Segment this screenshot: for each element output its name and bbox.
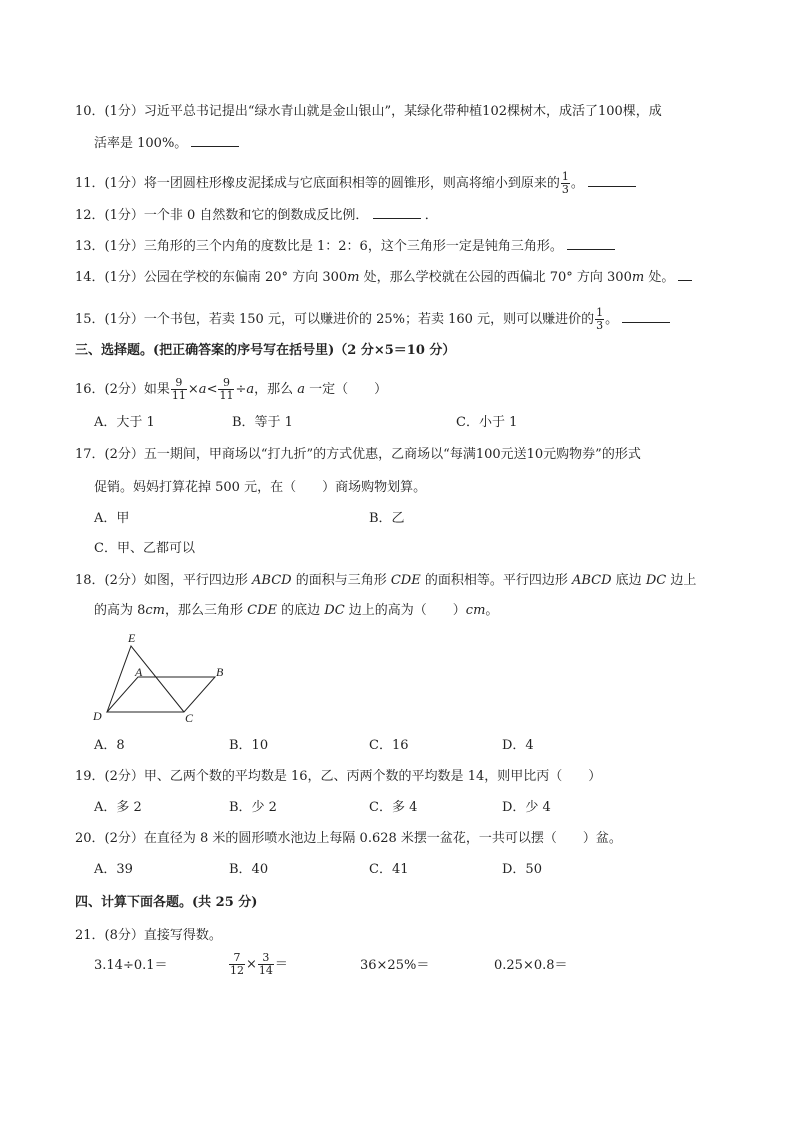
unit-cm: cm — [465, 603, 486, 618]
question-18-text-2d: 边上的高为（ ） — [344, 603, 466, 618]
fraction-numerator: 3 — [258, 952, 274, 965]
option-d[interactable]: D．50 — [502, 862, 542, 877]
label-dc: DC — [645, 573, 667, 588]
question-10-line-1 — [75, 103, 662, 121]
question-17-text: 17．(2分）五一期间，甲商场以“打九折”的方式优惠，乙商场以“每满100元送10元购物券”的形式 — [75, 447, 641, 462]
fraction-denominator: 12 — [230, 964, 244, 977]
option-c[interactable]: C．小于 1 — [456, 415, 518, 430]
question-18-text-e: 边上 — [666, 573, 697, 588]
question-12 — [75, 206, 438, 225]
option-d[interactable]: D．少 4 — [502, 800, 551, 815]
fraction-one-third — [595, 307, 604, 332]
question-18-text-2b: ，那么三角形 — [165, 603, 248, 618]
point-label-e: E — [128, 631, 136, 645]
question-15 — [75, 307, 670, 332]
option-c[interactable]: C．甲、乙都可以 — [94, 541, 195, 556]
question-14-text-3: 处。 — [644, 270, 675, 285]
question-18-text-c: 的面积相等。平行四边形 — [420, 573, 572, 588]
answer-blank[interactable] — [588, 174, 636, 187]
question-20 — [75, 830, 622, 848]
question-16 — [75, 377, 387, 402]
fraction-numerator: 1 — [596, 306, 604, 319]
question-19 — [75, 768, 601, 786]
fraction-numerator: 9 — [218, 377, 234, 390]
fraction-numerator: 9 — [171, 377, 187, 390]
calc-item-2 — [228, 950, 288, 980]
unit-m: m — [631, 270, 645, 285]
option-a[interactable]: A．39 — [94, 862, 133, 877]
question-13-text: 13．(1分）三角形的三个内角的度数比是 1：2：6，这个三角形一定是钝角三角形。 — [75, 239, 563, 254]
question-20-text: 20．(2分）在直径为 8 米的圆形喷水池边上每隔 0.628 米摆一盆花，一共可以摆（ ）盆。 — [75, 831, 622, 846]
parallelogram-abcd — [107, 677, 215, 712]
point-label-d: D — [93, 709, 102, 723]
question-10-text: 10．(1分）习近平总书记提出“绿水青山就是金山银山”，某绿化带种植102棵树木，成活了100棵，成 — [75, 104, 662, 119]
fraction-denominator: 3 — [561, 183, 569, 196]
question-14-text: 14．(1分）公园在学校的东偏南 20° 方向 300 — [75, 270, 348, 285]
option-b[interactable]: B．乙 — [369, 511, 405, 526]
question-17-line-2 — [94, 479, 426, 497]
calc-item-3: 36×25%＝ — [360, 958, 430, 973]
option-a[interactable]: A．甲 — [94, 511, 130, 526]
section-4-title: 四、计算下面各题。(共 25 分) — [75, 895, 258, 910]
fraction-denominator: 11 — [219, 389, 234, 402]
option-c[interactable]: C．16 — [369, 738, 409, 753]
label-abcd: ABCD — [571, 573, 612, 588]
question-10-text-2: 活率是 100%。 — [94, 136, 188, 151]
option-c[interactable]: C．多 4 — [369, 800, 418, 815]
question-12-text: 12．(1分）一个非 0 自然数和它的倒数成反比例． — [75, 208, 369, 223]
fraction-denominator: 3 — [596, 319, 604, 332]
times-sign: × — [187, 382, 199, 397]
question-11 — [75, 171, 636, 196]
label-abcd: ABCD — [252, 573, 292, 588]
fraction-nine-elevenths — [218, 377, 234, 402]
answer-blank[interactable] — [678, 268, 692, 281]
fraction-one-third — [561, 171, 570, 196]
answer-blank[interactable] — [191, 134, 239, 147]
answer-blank[interactable] — [622, 310, 670, 323]
question-16-text-2: ，那么 — [254, 382, 298, 397]
unit-m: m — [347, 270, 360, 285]
answer-blank[interactable] — [567, 237, 615, 250]
fraction-numerator: 7 — [229, 952, 245, 965]
question-15-text: 15．(1分）一个书包，若卖 150 元，可以赚进价的 25%；若卖 160 元，则可以赚进价的 — [75, 312, 595, 327]
point-label-a: A — [135, 665, 143, 679]
fraction-three-fourteenths — [258, 952, 274, 977]
question-14-text-2: 处，那么学校就在公园的西偏北 70° 方向 300 — [359, 270, 632, 285]
calc-item-1: 3.14÷0.1＝ — [94, 958, 168, 973]
question-21-text: 21．(8分）直接写得数。 — [75, 928, 222, 943]
question-11-end: 。 — [570, 176, 584, 191]
point-label-b: B — [216, 665, 224, 679]
question-16-text: 16．(2分）如果 — [75, 382, 170, 397]
divide-sign: ÷ — [235, 382, 247, 397]
question-18-text-2: 的高为 8 — [94, 603, 146, 618]
question-14 — [75, 268, 692, 287]
option-d[interactable]: D．4 — [502, 738, 534, 753]
question-10-line-2 — [94, 134, 239, 153]
option-b[interactable]: B．少 2 — [229, 800, 277, 815]
triangle-cde-sides — [107, 646, 184, 712]
variable-a: a — [198, 382, 207, 397]
question-18-text-b: 的面积与三角形 — [291, 573, 391, 588]
question-13 — [75, 237, 615, 256]
section-3-title: 三、选择题。(把正确答案的序号写在括号里)（2 分×5＝10 分） — [75, 343, 456, 358]
parallelogram-triangle-figure — [85, 628, 245, 728]
option-a[interactable]: A．8 — [94, 738, 125, 753]
option-b[interactable]: B．40 — [229, 862, 269, 877]
label-dc: DC — [324, 603, 345, 618]
fraction-numerator: 1 — [561, 170, 569, 183]
option-a[interactable]: A．多 2 — [94, 800, 142, 815]
question-18-text-2e: 。 — [485, 603, 499, 618]
label-cde: CDE — [247, 603, 278, 618]
point-label-c: C — [185, 711, 194, 725]
question-18-text: 18．(2分）如图，平行四边形 — [75, 573, 253, 588]
question-18-text-d: 底边 — [611, 573, 646, 588]
question-18-text-2c: 的底边 — [277, 603, 325, 618]
variable-a: a — [297, 382, 306, 397]
equals-sign: ＝ — [274, 957, 288, 972]
option-b[interactable]: B．等于 1 — [232, 415, 293, 430]
variable-a: a — [246, 382, 255, 397]
question-16-text-3: 一定（ ） — [305, 382, 388, 397]
answer-blank[interactable] — [373, 206, 421, 219]
fraction-nine-elevenths — [171, 377, 187, 402]
times-sign: × — [246, 957, 257, 972]
question-17-text-2: 促销。妈妈打算花掉 500 元，在（ ）商场购物划算。 — [94, 480, 427, 495]
question-15-end: 。 — [605, 312, 619, 327]
question-18-line-1 — [75, 572, 696, 590]
label-cde: CDE — [390, 573, 421, 588]
question-11-text: 11．(1分）将一团圆柱形橡皮泥揉成与它底面积相等的圆锥形，则高将缩小到原来的 — [75, 176, 560, 191]
option-a[interactable]: A．大于 1 — [94, 415, 155, 430]
question-17-line-1 — [75, 446, 641, 464]
fraction-denominator: 11 — [171, 389, 186, 402]
option-c[interactable]: C．41 — [369, 862, 409, 877]
calc-item-4: 0.25×0.8＝ — [494, 958, 568, 973]
fraction-seven-twelfths — [229, 952, 245, 977]
question-21 — [75, 927, 222, 945]
option-b[interactable]: B．10 — [229, 738, 269, 753]
question-12-end: ． — [424, 208, 438, 223]
section-4-heading — [75, 894, 257, 912]
unit-cm: cm — [145, 603, 166, 618]
question-19-text: 19．(2分）甲、乙两个数的平均数是 16，乙、丙两个数的平均数是 14，则甲比丙（ ） — [75, 769, 602, 784]
less-than-sign: < — [206, 382, 218, 397]
fraction-denominator: 14 — [258, 964, 273, 977]
question-18-line-2 — [94, 602, 498, 620]
section-3-heading — [75, 342, 455, 360]
